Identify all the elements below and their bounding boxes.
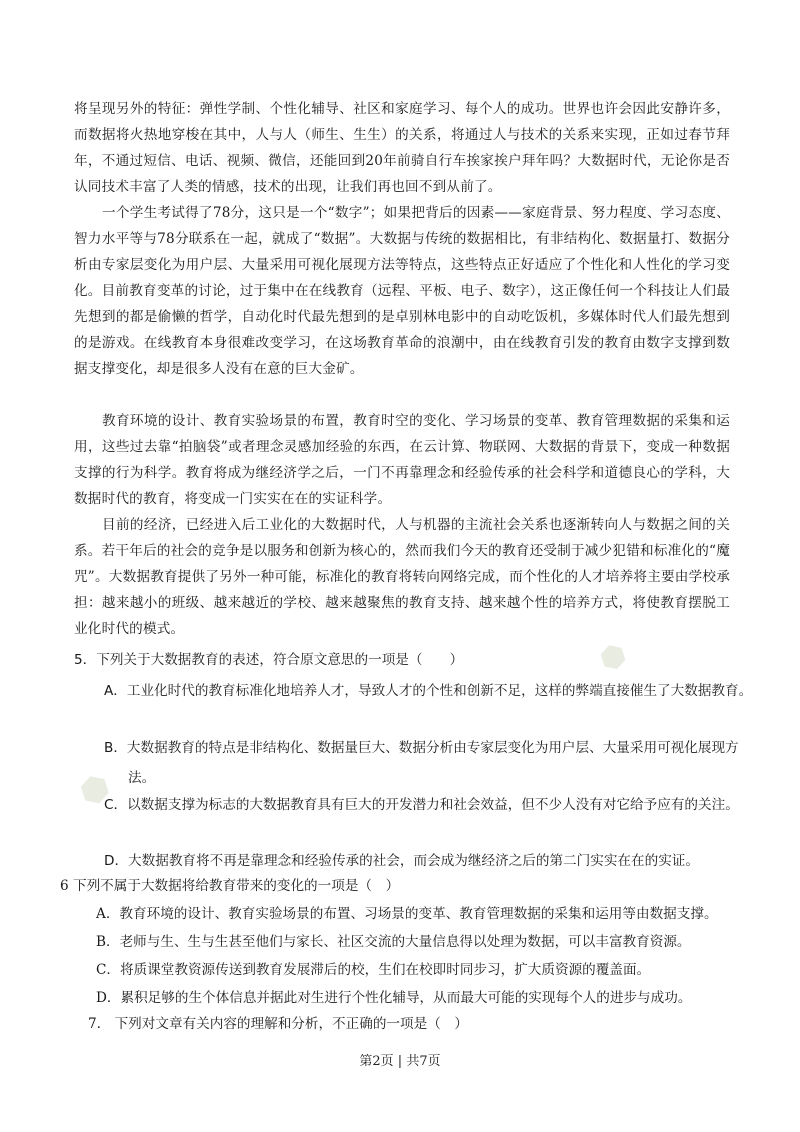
question-6-option-b: B．老师与生、生与生甚至他们与家长、社区交流的大量信息得以处理为数据，可以丰富教育资源。 — [96, 934, 691, 950]
passage-paragraph-2: 一个学生考试得了78分，这只是一个“数字”；如果把背后的因素——家庭背景、努力程度、学习态度、智力水平等与78分联系在一起，就成了“数据”。大数据与传统的数据相比，有非结构化、数据量打、数据分析由专家层变化为用户层、大量采用可视化展现方法等特点，这些特点正好适应了个性化和人性化的学习变化。目前教育变革的讨论，过于集中在在线教育（远程、平板、电子、数字），这正像任何一个科技让人们最先想到的都是偷懒的哲学，自动化时代最先想到的是卓别林电影中的自动吃饭机，多媒体时代人们最先想到的是游戏。在线教育本身很难改变学习，在这场教育革命的浪潮中，由在线教育引发的教育由数字支撑到数据支撑变化，却是很多人没有在意的巨大金矿。 — [74, 205, 730, 377]
question-5-option-b: B．大数据教育的特点是非结构化、数据量巨大、数据分析由专家层变化为用户层、大量采用可视化展现方法。 — [104, 740, 739, 786]
passage-paragraph-1: 将呈现另外的特征：弹性学制、个性化辅导、社区和家庭学习、每个人的成功。世界也许会因此安静许多，而数据将火热地穿梭在其中，人与人（师生、生生）的关系，将通过人与技术的关系来实现，正如过春节拜年，不通过短信、电话、视频、微信，还能回到20年前骑自行车挨家挨户拜年吗？大数据时代，无论你是否认同技术丰富了人类的情感，技术的出现，让我们再也回不到从前了。 — [74, 101, 730, 195]
watermark: ⬢ — [74, 766, 116, 814]
question-7-stem: 7. 下列对文章有关内容的理解和分析，不正确的一项是（ ） — [88, 1016, 468, 1032]
question-5-stem: 5．下列关于大数据教育的表述，符合原文意思的一项是（ ） — [74, 652, 464, 668]
page-footer: 第2页 | 共7页 — [359, 1054, 441, 1069]
passage-paragraph-3: 教育环境的设计、教育实验场景的布置，教育时空的变化、学习场景的变革、教育管理数据的采集和运用，这些过去靠“拍脑袋”或者理念灵感加经验的东西，在云计算、物联网、大数据的背景下，变成一种数据支撑的行为科学。教育将成为继经济学之后，一门不再靠理念和经验传承的社会科学和道德良心的学科，大数据时代的教育，将变成一门实实在在的实证科学。 — [74, 413, 730, 507]
question-6-stem: 6 下列不属于大数据将给教育带来的变化的一项是（ ） — [60, 878, 400, 894]
watermark: ⬢ — [595, 636, 631, 679]
question-6-option-d: D．累积足够的生个体信息并据此对生进行个性化辅导，从而最大可能的实现每个人的进步与成功。 — [96, 990, 692, 1006]
question-6-option-c: C．将质课堂教资源传送到教育发展滞后的校，生们在校即时同步习，扩大质资源的覆盖面。 — [96, 962, 651, 978]
question-5-option-c: C．以数据支撑为标志的大数据教育具有巨大的开发潜力和社会效益，但不少人没有对它给予应有的关注。 — [104, 797, 739, 813]
passage-paragraph-4: 目前的经济，已经进入后工业化的大数据时代，人与机器的主流社会关系也逐渐转向人与数据之间的关系。若干年后的社会的竞争是以服务和创新为核心的，然而我们今天的教育还受制于减少犯错和标准化的“魔咒”。大数据教育提供了另外一种可能，标准化的教育将转向网络完成，而个性化的人才培养将主要由学校承担：越来越小的班级、越来越近的学校、越来越聚焦的教育支持、越来越个性的培养方式，将使教育摆脱工业化时代的模式。 — [74, 517, 730, 637]
question-5-option-d: D．大数据教育将不再是靠理念和经验传承的社会，而会成为继经济之后的第二门实实在在的实证。 — [104, 853, 699, 869]
question-5-option-a: A．工业化时代的教育标准化地培养人才，导致人才的个性和创新不足，这样的弊端直接催生了大数据教育。 — [104, 683, 753, 699]
question-6-option-a: A．教育环境的设计、教育实验场景的布置、习场景的变革、教育管理数据的采集和运用等由数据支撑。 — [96, 906, 718, 922]
